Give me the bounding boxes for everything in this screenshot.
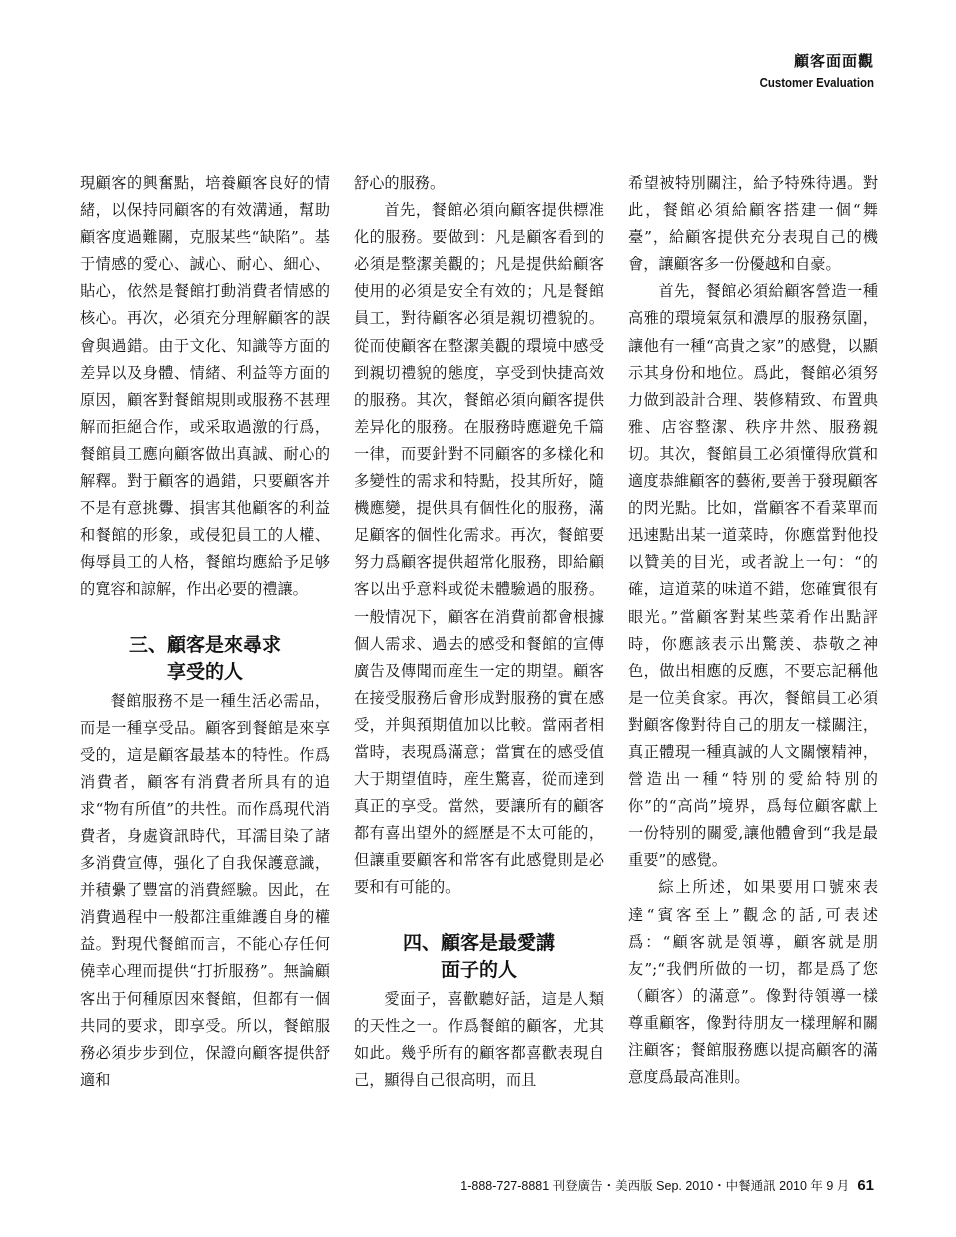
section-heading-4: [354, 930, 604, 984]
paragraph: 首先，餐館必須向顧客提供標准化的服務。要做到：凡是顧客看到的必須是整潔美觀的；凡是提供給顧客使用的必須是安全有效的；凡是餐館員工，對待顧客必須是親切禮貌的。從而使顧客在整潔美觀的環境中感受到親切禮貌的態度，享受到快捷高效的服務。其次，餐館必須向顧客提供差异化的服務。在服務時應避免千篇一律，而要針對不同顧客的多樣化和多變性的需求和特點，投其所好，隨機應變，提供具有個性化的服務，滿足顧客的個性化需求。再次，餐館要努力爲顧客提供超常化服務，即給顧客以出乎意料或從未體驗過的服務。一般情况下，顧客在消費前都會根據個人需求、過去的感受和餐館的宣傳廣告及傳聞而産生一定的期望。顧客在接受服務后會形成對服務的實在感受，并與預期值加以比較。當兩者相當時，表現爲滿意；當實在的感受值大于期望值時，産生驚喜，從而達到真正的享受。當然，要讓所有的顧客都有喜出望外的經歷是不太可能的，但讓重要顧客和常客有此感覺則是必要和有可能的。: [354, 201, 604, 897]
footer-info: 1-888-727-8881 刊登廣告・美西版 Sep. 2010・中餐通訊 2010 年 9 月: [460, 1179, 850, 1193]
paragraph: 舒心的服務。: [354, 174, 446, 192]
column-1: [80, 170, 330, 1094]
section-heading-3: [80, 632, 330, 686]
heading-line: 面子的人: [440, 958, 517, 981]
section-title-en: Customer Evaluation: [759, 75, 874, 90]
section-title-zh: 顧客面面觀: [793, 52, 874, 70]
paragraph: 餐館服務不是一種生活必需品，而是一種享受品。顧客到餐館是來享受的，這是顧客最基本的特性。作爲消費者，顧客有消費者所具有的追求“物有所值”的共性。而作爲現代消費者，身處資訊時代，耳濡目染了諸多消費宣傳，强化了自我保護意識，并積纍了豐富的消費經驗。因此，在消費過程中一般都注重維護自身的權益。對現代餐館而言，不能心存任何僥幸心理而提供“打折服務”。無論顧客出于何種原因來餐館，但都有一個共同的要求，即享受。所以，餐館服務必須步步到位，保證向顧客提供舒適和: [80, 691, 330, 1089]
column-2: [354, 170, 604, 1094]
paragraph: 首先，餐館必須給顧客營造一種高雅的環境氣氛和濃厚的服務氛圍，讓他有一種“高貴之家”的感覺，以顯示其身份和地位。爲此，餐館必須努力做到設計合理、裝修精致、布置典雅、店容整潔、秩序井然、服務親切。其次，餐館員工必須懂得欣賞和適度恭維顧客的藝術,要善于發現顧客的閃光點。比如，當顧客不看菜單而迅速點出某一道菜時，你應當對他投以贊美的目光，或者說上一句：“的確，這道菜的味道不錯，您確實很有眼光。”當顧客對某些菜肴作出點評時，你應該表示出驚羡、恭敬之神色，做出相應的反應，不要忘記稱他是一位美食家。再次，餐館員工必須對顧客像對待自己的朋友一樣關注，真正體現一種真誠的人文關懷精神，營造出一種“特別的愛給特別的你”的“高尚”境界，爲每位顧客獻上一份特别的關愛,讓他體會到“我是最重要”的感覺。: [628, 282, 878, 870]
section-header: [744, 50, 874, 90]
paragraph: 現顧客的興奮點，培養顧客良好的情緒，以保持同顧客的有效溝通，幫助顧客度過難關，克服某些“缺陷”。基于情感的愛心、誠心、耐心、細心、貼心，依然是餐館打動消費者情感的核心。再次，必須充分理解顧客的誤會與過錯。由于文化、知識等方面的差异以及身體、情緒、利益等方面的原因，顧客對餐館規則或服務不甚理解而拒絕合作，或采取過激的行爲，餐館員工應向顧客做出真誠、耐心的解釋。對于顧客的過錯，只要顧客并不是有意挑釁、損害其他顧客的利益和餐館的形象，或侵犯員工的人權、侮辱員工的人格，餐館均應給予足够的寬容和諒解，作出必要的禮讓。: [80, 174, 330, 599]
column-3: [628, 170, 878, 1091]
heading-line: 四、顧客是最愛講: [402, 931, 555, 954]
paragraph: 綜上所述，如果要用口號來表達“賓客至上”觀念的話,可表述爲：“顧客就是領導，顧客就是朋友”;“我們所做的一切，都是爲了您（顧客）的滿意”。像對待領導一樣尊重顧客，像對待朋友一樣理解和關注顧客；餐館服務應以提高顧客的滿意度爲最高准則。: [628, 878, 878, 1087]
paragraph: 愛面子，喜歡聽好話，這是人類的天性之一。作爲餐館的顧客，尤其如此。幾乎所有的顧客都喜歡表現自己，顯得自己很高明，而且: [354, 989, 604, 1089]
page-footer: [0, 1176, 874, 1194]
heading-line: 三、顧客是來尋求: [128, 633, 281, 656]
paragraph: 希望被特別關注，給予特殊待遇。對此，餐館必須給顧客搭建一個“舞臺”，給顧客提供充分表現自己的機會，讓顧客多一份優越和自豪。: [628, 174, 878, 274]
page-number: 61: [857, 1177, 874, 1194]
heading-line: 享受的人: [166, 660, 243, 683]
